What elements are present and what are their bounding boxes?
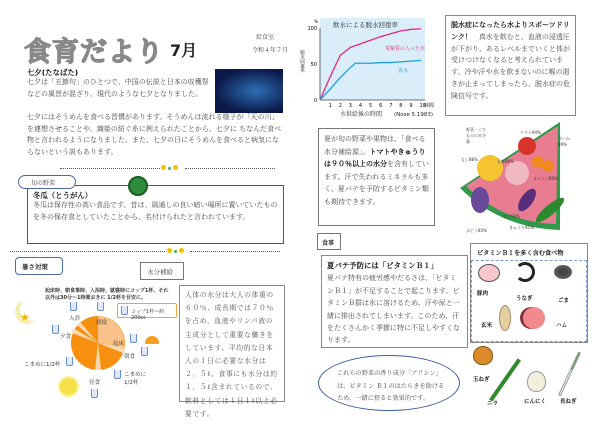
onion-icon bbox=[473, 346, 493, 365]
seasonal-tag: 旬の野菜 bbox=[18, 175, 76, 189]
chart-title bbox=[333, 20, 399, 29]
vitamin-b1-body: 夏バテ特有の疲労感やだるさは、「ビタミンＢ１」が不足することで起こります。ビタミンＢ群は水に溶けるため、汗や尿と一緒に排出されてしまいます。このため、汗をたくさんかく季節に特に不足しやすくなります。 bbox=[327, 274, 460, 345]
food-pork: 豚肉 bbox=[477, 291, 489, 297]
grape-icon bbox=[471, 187, 489, 213]
leek-icon bbox=[558, 352, 581, 397]
label-peach: もも89% bbox=[497, 159, 514, 164]
cup-icon bbox=[141, 347, 148, 356]
chart-source: (Nose 5.1983) bbox=[394, 112, 434, 118]
dehydration-body: 真水を飲むと、血液の浸透圧が下がり、あるレベルまでいくと体が受けつけなくなると考えられています。冷や汗や水を飲まないのに喉の渇きが止まってしまったら、脱水症の危険信号です。 bbox=[451, 32, 570, 100]
legend-electrolyte: 電解質の入った水 bbox=[385, 46, 426, 52]
x-unit: 時間 bbox=[424, 103, 435, 109]
sesame-icon bbox=[554, 265, 572, 279]
hydration-body: 人体の水分は大人の体重の６０％、成長期では７０％を占め、血液やリンパ液の主成分として重要な働きをしています。平均的な日本人の１日に必要な水分は２．５ℓ。食事にも水分は約１．５ℓ含まれているので、飲料としては１日１ℓ以上必要です。 bbox=[179, 285, 285, 402]
meal-tag: 食事 bbox=[317, 233, 341, 250]
orange-icon bbox=[542, 160, 554, 172]
star-icon: ★ bbox=[20, 311, 30, 324]
divider bbox=[10, 251, 165, 252]
food-sesame: ごま bbox=[558, 298, 570, 304]
eel-icon bbox=[515, 262, 535, 282]
y-tick-label: 100 bbox=[307, 26, 317, 32]
x-tick-label: 10 bbox=[419, 103, 426, 109]
tomato-icon bbox=[518, 137, 536, 155]
chart-title-text: 飲水による脱水回復率 bbox=[333, 21, 398, 29]
x-axis-label: 水供給後の時間 bbox=[340, 111, 383, 118]
summer-produce-box bbox=[318, 128, 435, 226]
x-tick-label: 1 bbox=[328, 103, 332, 109]
summer-produce-intro: 夏が旬の野菜や果物は、「食べる水分補給源」。 bbox=[324, 135, 426, 156]
cup-icon bbox=[66, 357, 73, 366]
veg-onion: 玉ねぎ bbox=[473, 377, 490, 383]
clock-label-snack-pm: こまめに1/2杯 bbox=[124, 372, 147, 386]
label-orange: オレンジ88% bbox=[533, 176, 558, 181]
clock-label-lunch: 昼食 bbox=[89, 380, 101, 386]
sun-icon bbox=[60, 378, 77, 395]
label-grape: ぶどう83% bbox=[466, 228, 487, 233]
cup-icon bbox=[52, 325, 59, 334]
month: 7月 bbox=[170, 41, 198, 60]
food-ham: ハム bbox=[556, 323, 568, 329]
tanabata-intro: 七夕は「五節句」のひとつで、中国の伝説と日本の収穫祭などの風習が混ざり、現代のような七夕となりました。 bbox=[27, 78, 209, 98]
clock-label-bath: 入浴 bbox=[69, 316, 81, 322]
publisher: 給食室 bbox=[256, 34, 275, 41]
hydration-caption: 起床時、朝食事時、入浴時、就寝時にコップ1杯、それ以外は30分～1時間おきに 1/2杯を目安に。 bbox=[45, 288, 169, 301]
rehydration-line-chart bbox=[290, 10, 445, 122]
tanabata-body: 七夕にはそうめんを食べる習慣があります。そうめんは流れる様子が「天の川」を連想させることや、織姫の紡ぐ糸に例えられたことから、七夕に ちなんだ食べ物と言われるようになりました。また、七夕の日にそうめんを食べると病気にならないという説もあります。 bbox=[27, 113, 282, 156]
label-watermelon: すいか89% bbox=[558, 136, 570, 147]
flower-icon bbox=[160, 164, 179, 172]
x-tick-label: 4 bbox=[358, 103, 363, 109]
y-unit: % bbox=[314, 20, 319, 25]
allicin-speech-bubble: これらの野菜の香り成分「アリシン」は、ビタミン Ｂ１のはたらきを助けるため、一緒に摂ると効果的です。 bbox=[318, 355, 460, 411]
divider bbox=[190, 251, 280, 252]
night-sky-illustration bbox=[215, 69, 283, 113]
cup-icon bbox=[97, 302, 104, 311]
winter-melon-icon bbox=[128, 176, 148, 196]
x-tick-label: 8 bbox=[399, 103, 403, 109]
label-eggplant: なす93% bbox=[503, 214, 520, 219]
tanabata-heading: 七夕(たなばた) bbox=[27, 68, 79, 77]
sunrise-icon bbox=[145, 336, 159, 344]
flower-icon bbox=[166, 247, 185, 255]
hydration-tag: 水分補給 bbox=[140, 262, 184, 280]
label-tomato: トマト94% bbox=[520, 130, 541, 135]
chive-icon bbox=[489, 358, 521, 401]
vitamin-b1-heading: 夏バテ予防には「ビタミンＢ１」 bbox=[327, 261, 438, 270]
cup-icon bbox=[70, 302, 77, 311]
veg-leek: 長ねぎ bbox=[560, 399, 577, 405]
clock-label-sleep: 就寝 bbox=[96, 320, 108, 326]
x-tick-label: 7 bbox=[389, 103, 393, 109]
legend-plain-water: 真水 bbox=[398, 68, 409, 74]
cup-legend-text: コップ1杯＝約200cc bbox=[131, 309, 165, 321]
divider bbox=[185, 168, 275, 169]
heat-tag: 暑さ対策 bbox=[15, 257, 63, 275]
x-tick-label: 3 bbox=[348, 103, 352, 109]
x-tick-label: 9 bbox=[409, 103, 413, 109]
seasonal-heading: 冬瓜（とうがん） bbox=[33, 191, 93, 200]
clock-label-snack-am: こまめに1/2杯 bbox=[24, 362, 61, 368]
food-eel: うなぎ bbox=[516, 296, 533, 302]
ham-icon bbox=[523, 307, 545, 329]
brown-rice-icon bbox=[499, 305, 511, 331]
dehydration-heading: 脱水症になったら水よりスポーツドリンク！ bbox=[451, 21, 570, 41]
food-brown-rice: 玄米 bbox=[481, 323, 493, 329]
divider bbox=[60, 168, 160, 169]
y-axis-label: 脱水回復率 bbox=[299, 50, 305, 73]
y-tick-label: 0 bbox=[313, 98, 317, 104]
cup-icon bbox=[130, 334, 137, 343]
watermelon-title: 野菜・くだものの水分量 bbox=[466, 127, 486, 144]
garlic-icon bbox=[527, 371, 546, 392]
dehydration-box bbox=[445, 15, 576, 116]
cup-icon bbox=[114, 370, 121, 379]
x-tick-label: 2 bbox=[338, 103, 342, 109]
y-tick-label: 50 bbox=[310, 62, 317, 68]
newsletter-title: 食育だより bbox=[24, 37, 164, 68]
vitamin-b1-box bbox=[321, 255, 468, 348]
summer-produce-highlight: トマトやきゅうりは９０％以上の水分 bbox=[324, 147, 426, 168]
x-tick-label: 6 bbox=[379, 103, 383, 109]
clock-label-wake: 起床 bbox=[113, 341, 125, 347]
x-tick-label: 5 bbox=[369, 103, 373, 109]
clock-label-breakfast: 朝食 bbox=[124, 354, 136, 360]
label-pear: なし88% bbox=[461, 157, 478, 162]
clock-label-dinner: 夕食 bbox=[60, 334, 72, 340]
seasonal-body: 冬瓜は保存性の高い食品です。昔は、風通しの良い暗い場所に置いていたものを冬の保存食としていたことから、名付けられたと言われています。 bbox=[33, 201, 278, 221]
cup-icon bbox=[91, 389, 98, 398]
summer-produce-body: を含有しています。汗で失われるミネラルも多く、夏バテを予防するビタミン類も期待できます。 bbox=[324, 160, 429, 206]
b1-foods-title: ビタミンＢ１を多く含む食べ物 bbox=[477, 250, 564, 257]
veg-garlic: にんにく bbox=[524, 399, 547, 405]
veg-chive: ニラ bbox=[487, 401, 499, 407]
issue-date: 令和４年７月 bbox=[252, 47, 289, 54]
pig-icon bbox=[478, 264, 500, 282]
label-cucumber: きゅうり95% bbox=[509, 225, 534, 230]
